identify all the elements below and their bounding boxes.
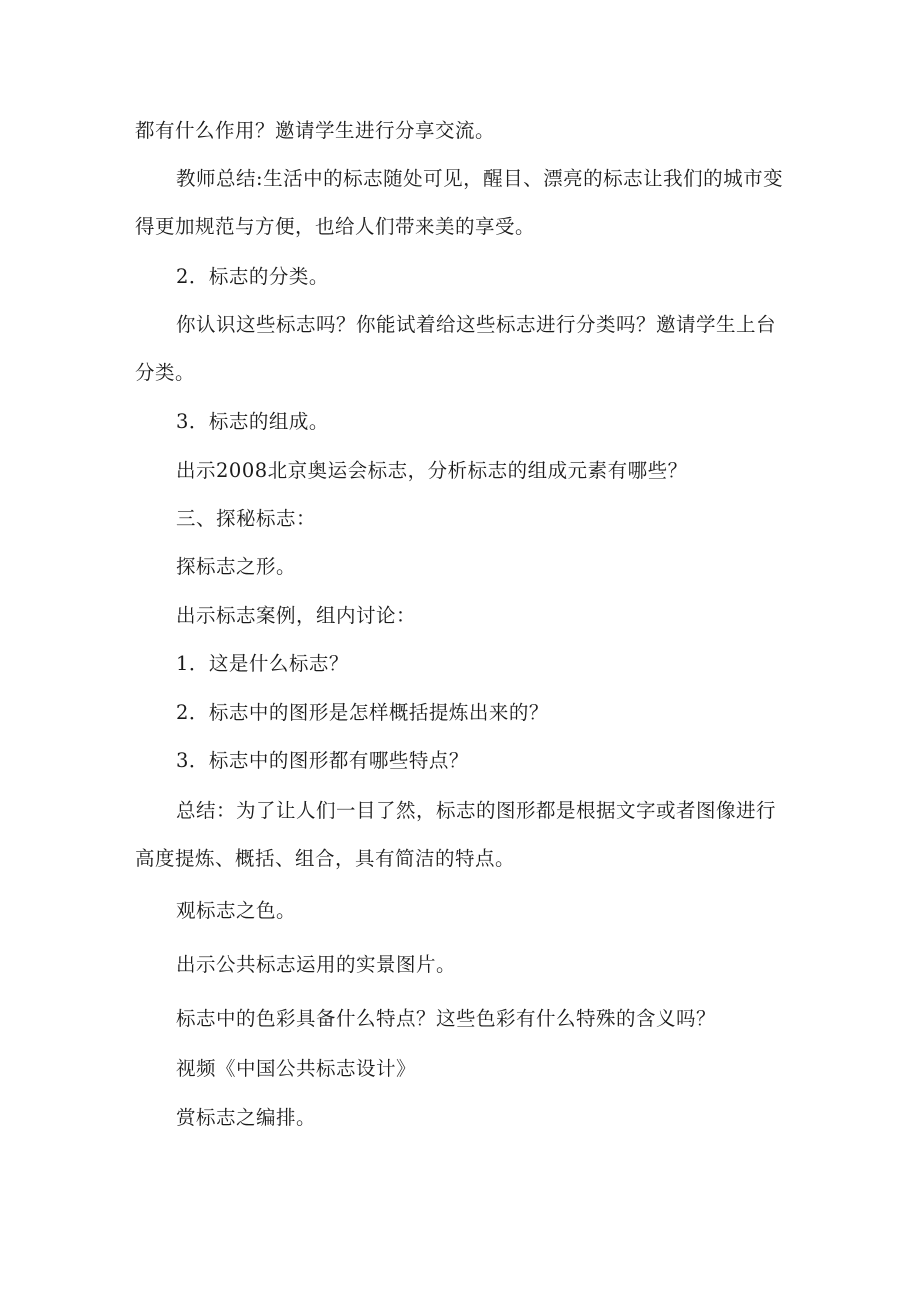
- text-line: 标志中的色彩具备什么特点？这些色彩有什么特殊的含义吗？: [176, 1007, 717, 1030]
- text-line: 探标志之形。: [176, 555, 297, 578]
- text-line: 三、探秘标志：: [176, 507, 317, 530]
- text-line: 分类。: [135, 361, 196, 384]
- text-line: 出示2008北京奥运会标志，分析标志的组成元素有哪些？: [176, 459, 688, 482]
- text-line: 教师总结:生活中的标志随处可见，醒目、漂亮的标志让我们的城市变: [176, 167, 784, 190]
- text-line: 出示公共标志运用的实景图片。: [176, 953, 457, 976]
- text-line: 你认识这些标志吗？你能试着给这些标志进行分类吗？邀请学生上台: [176, 313, 777, 336]
- text-line: 2．标志中的图形是怎样概括提炼出来的？: [176, 701, 549, 724]
- text-line: 都有什么作用？邀请学生进行分享交流。: [135, 119, 496, 142]
- text-line: 1．这是什么标志？: [176, 652, 349, 675]
- text-line: 2．标志的分类。: [176, 265, 329, 288]
- text-line: 观标志之色。: [176, 899, 297, 922]
- text-line: 赏标志之编排。: [176, 1106, 317, 1129]
- text-line: 出示标志案例，组内讨论：: [176, 604, 417, 627]
- text-line: 3．标志中的图形都有哪些特点？: [176, 749, 469, 772]
- text-line: 高度提炼、概括、组合，具有简洁的特点。: [135, 847, 516, 870]
- text-line: 视频《中国公共标志设计》: [176, 1057, 417, 1080]
- text-line: 3．标志的组成。: [176, 410, 329, 433]
- text-line: 得更加规范与方便，也给人们带来美的享受。: [135, 215, 536, 238]
- text-line: 总结：为了让人们一目了然，标志的图形都是根据文字或者图像进行: [176, 799, 777, 822]
